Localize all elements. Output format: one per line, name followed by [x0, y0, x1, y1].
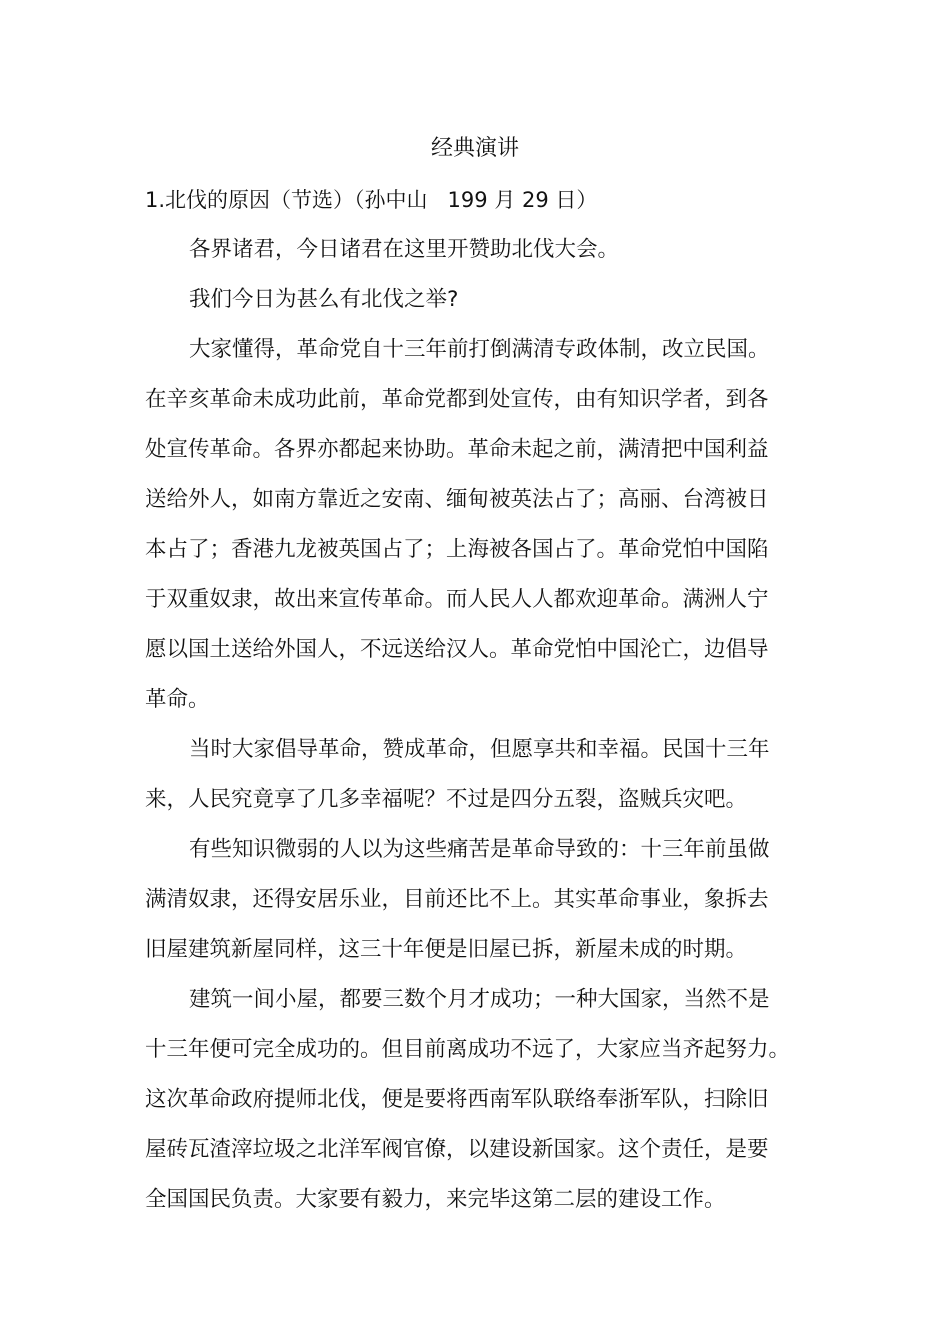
- paragraph-line: 来，人民究竟享了几多幸福呢？不过是四分五裂，盗贼兵灾吧。: [145, 787, 748, 812]
- paragraph-line: 十三年便可完全成功的。但目前离成功不远了，大家应当齐起努力。: [145, 1037, 791, 1062]
- document-title: 经典演讲: [430, 136, 519, 161]
- paragraph-line: 满清奴隶，还得安居乐业，目前还比不上。其实革命事业，象拆去: [145, 887, 769, 912]
- paragraph-line: 革命。: [145, 687, 210, 712]
- paragraph-line: 建筑一间小屋，都要三数个月才成功；一种大国家，当然不是: [189, 987, 770, 1012]
- paragraph-line: 大家懂得，革命党自十三年前打倒满清专政体制，改立民国。: [189, 337, 770, 362]
- paragraph-line: 全国国民负责。大家要有毅力，来完毕这第二层的建设工作。: [145, 1187, 726, 1212]
- paragraph-line: 当时大家倡导革命，赞成革命，但愿享共和幸福。民国十三年: [189, 737, 770, 762]
- paragraph-line: 我们今日为甚么有北伐之举?: [189, 287, 459, 312]
- paragraph-line: 本占了；香港九龙被英国占了；上海被各国占了。革命党怕中国陷: [145, 537, 769, 562]
- paragraph-line: 各界诸君，今日诸君在这里开赞助北伐大会。: [189, 237, 620, 262]
- paragraph-line: 愿以国土送给外国人，不远送给汉人。革命党怕中国沦亡，边倡导: [145, 637, 769, 662]
- paragraph-line: 这次革命政府提师北伐，便是要将西南军队联络奉浙军队，扫除旧: [145, 1087, 769, 1112]
- section-heading: 1.北伐的原因（节选）（孙中山 199 月 29 日）: [145, 188, 598, 212]
- paragraph-line: 送给外人，如南方靠近之安南、缅甸被英法占了；高丽、台湾被日: [145, 487, 769, 512]
- paragraph-line: 处宣传革命。各界亦都起来协助。革命未起之前，满清把中国利益: [145, 437, 769, 462]
- paragraph-line: 有些知识微弱的人以为这些痛苦是革命导致的：十三年前虽做: [189, 837, 770, 862]
- paragraph-line: 旧屋建筑新屋同样，这三十年便是旧屋已拆，新屋未成的时期。: [145, 937, 748, 962]
- paragraph-line: 在辛亥革命未成功此前，革命党都到处宣传，由有知识学者，到各: [145, 387, 769, 412]
- paragraph-line: 屋砖瓦渣滓垃圾之北洋军阀官僚，以建设新国家。这个责任，是要: [145, 1137, 769, 1162]
- paragraph-line: 于双重奴隶，故出来宣传革命。而人民人人都欢迎革命。满洲人宁: [145, 587, 769, 612]
